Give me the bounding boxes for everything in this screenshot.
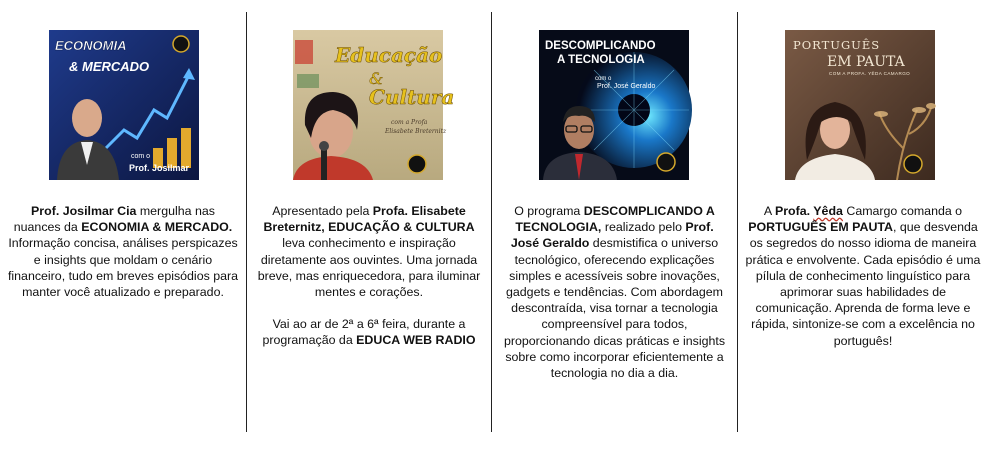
column-portugues — [738, 0, 988, 451]
host-name-yeda-first: Yêda — [813, 204, 843, 218]
desc-portugues-text-2: comanda o — [897, 204, 963, 218]
desc-educacao-text-1: Apresentado pela — [272, 204, 373, 218]
desc-tecnologia-text-2: realizado pelo — [601, 220, 686, 235]
cover-economia-art — [49, 30, 199, 180]
desc-tecnologia-text-1: O programa — [514, 204, 584, 218]
desc-tecnologia-text-3: desmistifica o universo tecnológico, oferecendo explicações simples e acessíveis sobre inovações, gadgets e tendências. Com abordagem descontraída, visa tornar a tecnologia compreensível para todos, proporcionando dicas práticas e insights sobre como incorporar eficientemente a tecnologia no dia a dia. — [503, 236, 726, 381]
cover-educacao-title-1: Educação — [335, 43, 443, 67]
description-portugues — [744, 203, 982, 349]
cover-economia-host-prefix: com o — [131, 153, 151, 160]
cover-educacao-title-2: Cultura — [369, 85, 455, 109]
desc-portugues-text-3: , que desvenda os segredos do nosso idioma de maneira prática e envolvente. Cada episódio é uma pílula de conhecimento linguístico para aprimorar suas habilidades de comunicação. Aprenda de forma leve e rápida, sintonize-se com a excelência no português! — [745, 220, 981, 348]
host-name-yeda-last: Camargo — [842, 204, 898, 218]
host-name-elisabete: Profa. Elisabete Breternitz, EDUCAÇÃO & CULTURA — [263, 204, 475, 235]
radio-name: EDUCA WEB RADIO — [356, 333, 476, 348]
column-tecnologia — [492, 0, 737, 451]
column-educacao — [247, 0, 491, 451]
desc-portugues-text-1: A — [763, 204, 775, 218]
cover-portugues-title-1: PORTUGUÊS — [793, 38, 881, 52]
cover-economia-title-1: ECONOMIA — [55, 38, 127, 53]
desc-educacao-text-3: Vai ao ar de 2ª a 6ª feira, durante a programação da — [262, 317, 466, 348]
cover-educacao-art — [293, 30, 455, 180]
description-tecnologia — [500, 203, 729, 381]
cover-portugues-title-2: EM PAUTA — [827, 54, 905, 70]
host-name-yeda — [775, 204, 843, 218]
cover-economia-title-2: & MERCADO — [69, 59, 150, 74]
cover-tecnologia-host-prefix: com o — [595, 76, 612, 82]
description-educacao — [253, 203, 485, 349]
host-name-yeda-prefix: Profa. — [774, 204, 814, 218]
desc-economia-text-2: Informação concisa, análises perspicazes e insights que moldam o cenário financeiro, tudo em breves episódios para manter você atualizado e preparado. — [7, 236, 239, 300]
show-name-portugues: PORTUGUÊS EM PAUTA — [748, 220, 894, 235]
cover-educacao-cultura — [293, 30, 455, 180]
cover-tecnologia-title-1: DESCOMPLICANDO — [545, 40, 656, 52]
cover-educacao-title-amp: & — [369, 69, 384, 88]
desc-educacao-text-2: leva conhecimento e inspiração diretamente aos ouvintes. Uma jornada breve, mas enriquecedora, para iluminar mentes e corações. — [257, 236, 481, 300]
host-name-josilmar: Prof. Josilmar Cia — [31, 204, 137, 218]
cover-tecnologia-host-name: Prof. José Geraldo — [597, 83, 656, 90]
show-name-tecnologia: DESCOMPLICANDO A TECNOLOGIA, — [515, 204, 715, 235]
cover-portugues-host: COM A PROFA. YÊDA CAMARGO — [829, 71, 911, 76]
cover-tecnologia-art — [539, 30, 689, 180]
cover-portugues-em-pauta — [785, 30, 935, 180]
description-economia — [6, 203, 240, 300]
desc-economia-text-1: mergulha nas nuances da — [13, 204, 215, 235]
cover-tecnologia-title-2: A TECNOLOGIA — [557, 54, 645, 66]
show-name-economia: ECONOMIA & MERCADO. — [81, 220, 233, 235]
cover-portugues-art — [785, 30, 935, 180]
cover-economia-host-name: Prof. Josilmar — [129, 163, 190, 173]
cover-educacao-host-name: Elisabete Breternitz — [385, 128, 447, 135]
cover-educacao-host-prefix: com a Profa — [391, 119, 428, 126]
column-economia — [0, 0, 246, 451]
host-name-jose-geraldo: Prof. José Geraldo — [510, 220, 714, 251]
cover-descomplicando-tecnologia — [539, 30, 689, 180]
cover-economia-mercado — [49, 30, 199, 180]
